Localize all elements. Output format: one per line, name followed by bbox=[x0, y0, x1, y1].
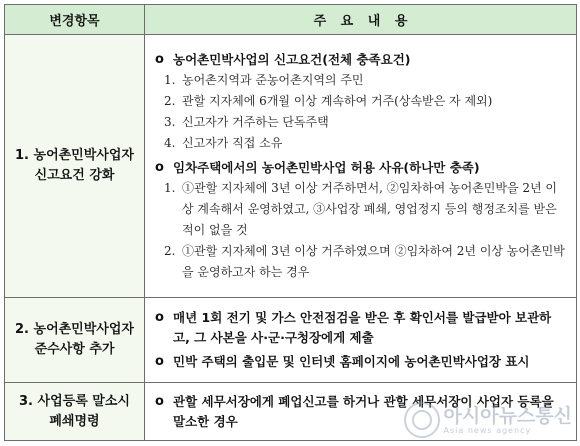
watermark-text: 아시아뉴스통신 bbox=[443, 404, 572, 427]
row-title bbox=[5, 298, 145, 383]
section-heading-text: 관할 세무서장에게 폐업신고를 하거나 관할 세무서장이 사업자 등록을 말소한 경우 bbox=[173, 393, 554, 429]
row-title-line: 1. 농어촌민박사업자 bbox=[15, 148, 134, 163]
row-title-line: 준수사항 추가 bbox=[34, 342, 115, 357]
list-item bbox=[155, 178, 568, 241]
item-text: 신고자가 거주하는 단독주택 bbox=[182, 114, 329, 129]
item-number: 1. bbox=[164, 180, 176, 195]
watermark-subtext: Asia news agency bbox=[443, 425, 532, 435]
section-heading bbox=[155, 50, 568, 70]
bullet-icon: o bbox=[155, 159, 164, 175]
row-content bbox=[145, 35, 577, 298]
list-item bbox=[155, 241, 568, 283]
bullet-icon: o bbox=[155, 354, 164, 369]
watermark bbox=[404, 402, 572, 438]
row-title bbox=[5, 35, 145, 298]
section-heading bbox=[155, 158, 568, 178]
list-item bbox=[155, 133, 568, 154]
section-heading-text: 농어촌민박사업의 신고요건(전체 충족요건) bbox=[173, 51, 411, 67]
list-item bbox=[155, 70, 568, 91]
item-text: ①관할 지자체에 3년 이상 거주하였으며 ②임차하여 2년 이상 농어촌민박을 운영하고자 하는 경우 bbox=[182, 243, 565, 279]
bullet-icon: o bbox=[155, 393, 164, 409]
item-text: ①관할 지자체에 3년 이상 거주하면서, ②임차하여 농어촌민박을 2년 이상 계속해서 운영하였고, ③사업장 폐쇄, 영업정지 등의 행정조치를 받은 적이 없을 것 bbox=[182, 180, 557, 237]
row-title bbox=[5, 383, 145, 441]
row-title-line: 폐쇄명령 bbox=[49, 413, 100, 429]
list-item bbox=[155, 91, 568, 112]
list-item bbox=[155, 112, 568, 133]
row-title-line: 3. 사업등록 말소시 bbox=[19, 393, 130, 409]
table-row bbox=[5, 35, 577, 298]
item-number: 4. bbox=[164, 135, 176, 150]
header-main-content: 주 요 내 용 bbox=[145, 5, 577, 35]
section-heading bbox=[155, 308, 568, 348]
item-text: 농어촌지역과 준농어촌지역의 주민 bbox=[182, 72, 364, 87]
row-title-line: 2. 농어촌민박사업자 bbox=[15, 322, 134, 337]
change-table bbox=[4, 4, 577, 441]
row-title-line: 신고요건 강화 bbox=[34, 168, 115, 183]
item-number: 2. bbox=[164, 93, 176, 108]
table-row bbox=[5, 298, 577, 383]
section-heading-text: 매년 1회 전기 및 가스 안전점검을 받은 후 확인서를 발급받아 보관하고, 그 사본을 사·군·구청장에게 제출 bbox=[173, 310, 552, 345]
bullet-icon: o bbox=[155, 310, 164, 325]
item-number: 2. bbox=[164, 243, 176, 258]
row-content bbox=[145, 298, 577, 383]
section-heading bbox=[155, 352, 568, 372]
bullet-icon: o bbox=[155, 51, 164, 67]
item-text: 관할 지자체에 6개월 이상 계속하여 거주(상속받은 자 제외) bbox=[182, 93, 493, 108]
item-number: 1. bbox=[164, 72, 176, 87]
globe-logo-icon bbox=[404, 402, 440, 438]
item-number: 3. bbox=[164, 114, 176, 129]
table-header-row bbox=[5, 5, 577, 35]
section-heading-text: 임차주택에서의 농어촌민박사업 허용 사유(하나만 충족) bbox=[173, 159, 480, 175]
item-text: 신고자가 직접 소유 bbox=[182, 135, 283, 150]
section-heading-text: 민박 주택의 출입문 및 인터넷 홈페이지에 농어촌민박사업장 표시 bbox=[173, 354, 530, 369]
header-change-item: 변경항목 bbox=[5, 5, 145, 35]
